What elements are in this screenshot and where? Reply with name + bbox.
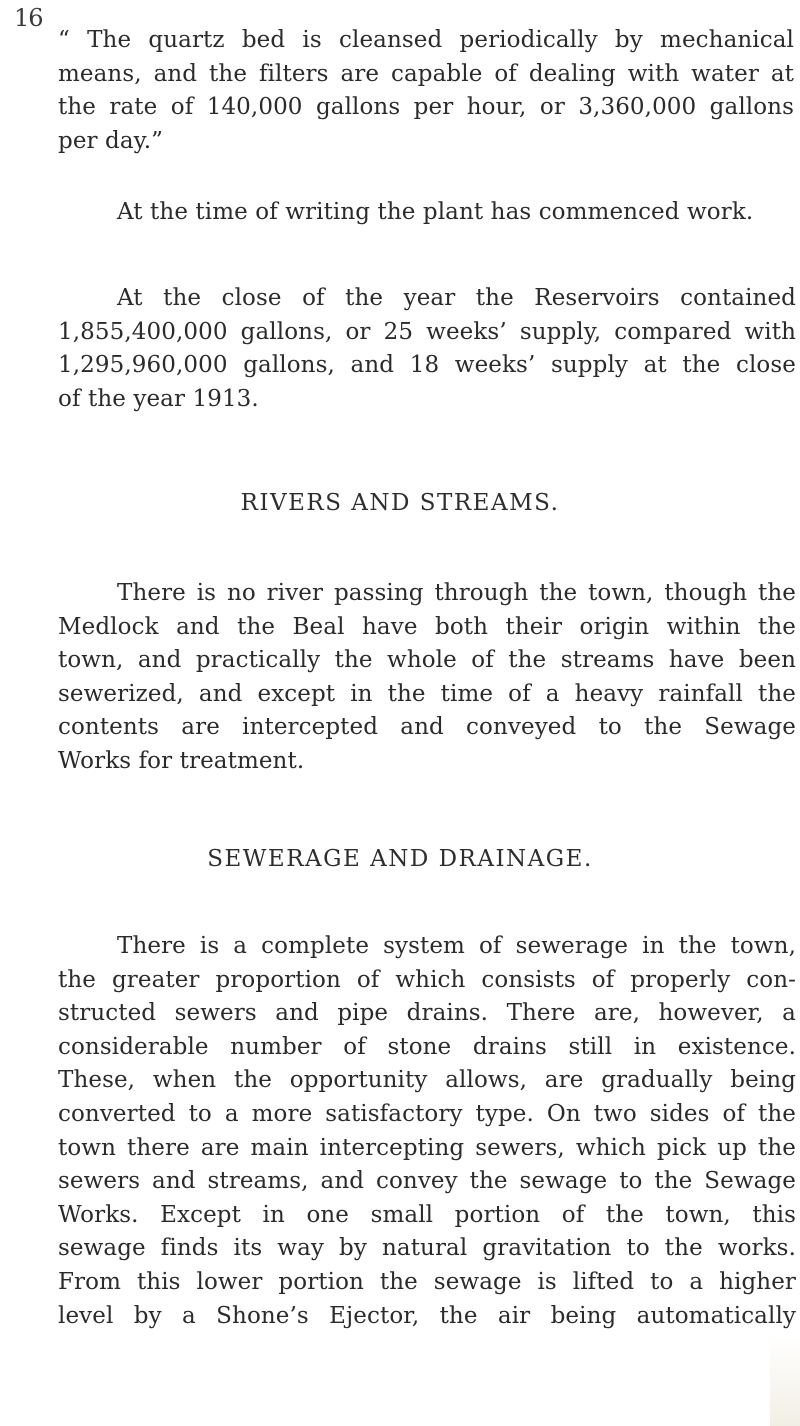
rivers-line: contents are intercepted and conveyed to the Sewage [58,714,796,741]
sewerage-line: sewage finds its way by natural gravitation to the works. [58,1235,796,1262]
quote-paragraph [58,24,794,158]
intro-line: At the time of writing the plant has commenced work. [117,199,754,225]
rivers-paragraph [58,577,796,779]
page-edge-shading [770,1336,800,1426]
rivers-heading: RIVERS AND STREAMS. [240,490,560,516]
rivers-line: Works for treatment. [58,747,305,774]
sewerage-line: sewers and streams, and convey the sewage to the Sewage [58,1168,796,1195]
sewerage-heading: SEWERAGE AND DRAINAGE. [207,846,593,872]
quote-line: per day.” [58,127,163,154]
sewerage-line: level by a Shone’s Ejector, the air being automatically [58,1302,796,1329]
sewerage-line: Works. Except in one small portion of the town, this [58,1201,796,1228]
rivers-line: sewerized, and except in the time of a heavy rainfall the [58,680,796,707]
rivers-line: town, and practically the whole of the streams have been [58,647,796,674]
quote-line: means, and the filters are capable of dealing with water at [58,60,794,87]
sewerage-line: considerable number of stone drains still in existence. [58,1033,796,1060]
quote-line: the rate of 140,000 gallons per hour, or 3,360,000 gallons [58,94,794,121]
reservoirs-line: 1,295,960,000 gallons, and 18 weeks’ supply at the close [58,352,796,379]
reservoirs-paragraph [58,282,796,416]
intro-paragraph [117,196,797,230]
reservoirs-line: of the year 1913. [58,385,259,412]
sewerage-line: There is a complete system of sewerage in the town, [117,933,796,959]
rivers-line: Medlock and the Beal have both their origin within the [58,613,796,640]
reservoirs-line: At the close of the year the Reservoirs contained [117,285,796,311]
sewerage-paragraph [58,930,796,1333]
rivers-line: There is no river passing through the town, though the [117,580,796,606]
sewerage-line: From this lower portion the sewage is lifted to a higher [58,1268,796,1295]
sewerage-line: structed sewers and pipe drains. There are, however, a [58,1000,796,1027]
page-number: 16 [14,4,43,32]
sewerage-line: These, when the opportunity allows, are gradually being [58,1067,796,1094]
sewerage-line: the greater proportion of which consists of properly con- [58,966,796,993]
quote-line: “ The quartz bed is cleansed periodically by mechanical [58,27,794,53]
sewerage-line: town there are main intercepting sewers, which pick up the [58,1134,796,1161]
sewerage-line: converted to a more satisfactory type. On two sides of the [58,1100,796,1127]
reservoirs-line: 1,855,400,000 gallons, or 25 weeks’ supply, compared with [58,318,796,345]
